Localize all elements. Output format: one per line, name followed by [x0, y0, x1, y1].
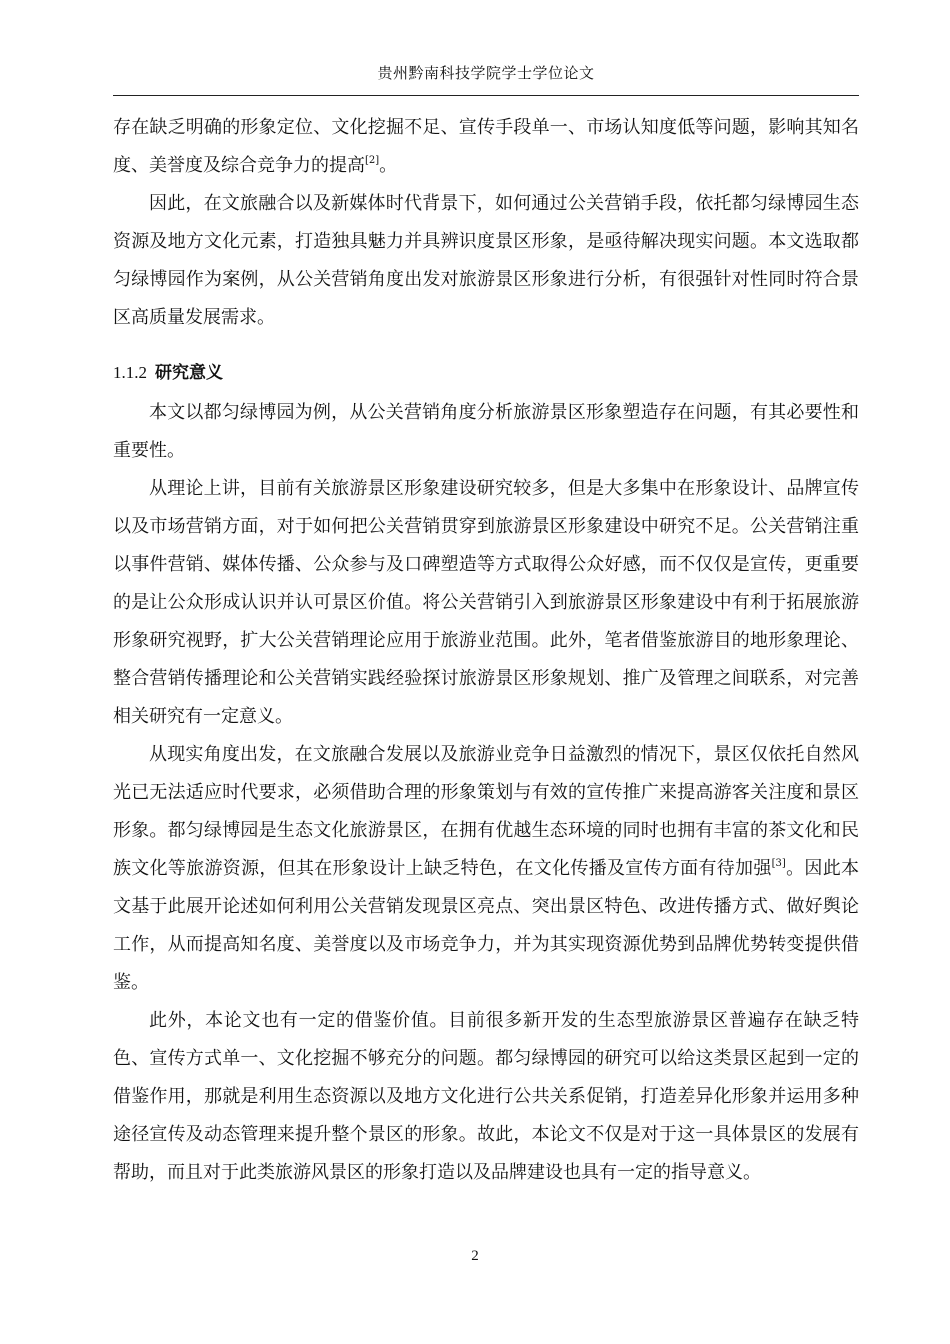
paragraph-tail: 。因此本文基于此展开论述如何利用公关营销发现景区亮点、突出景区特色、改进传播方式、做好舆论工作，从而提高知名度、美誉度以及市场竞争力，并为其实现资源优势到品牌优势转变提供借鉴。 — [113, 858, 860, 993]
paragraph-continued — [113, 109, 859, 185]
section-title: 研究意义 — [155, 363, 223, 383]
paragraph — [113, 394, 859, 470]
paragraph-text: 从理论上讲，目前有关旅游景区形象建设研究较多，但是大多集中在形象设计、品牌宣传以及市场营销方面，对于如何把公关营销贯穿到旅游景区形象建设中研究不足。公关营销注重以事件营销、媒体传播、公众参与及口碑塑造等方式取得公众好感，而不仅仅是宣传，更重要的是让公众形成认识并认可景区价值。将公关营销引入到旅游景区形象建设中有利于拓展旅游形象研究视野，扩大公关营销理论应用于旅游业范围。此外，笔者借鉴旅游目的地形象理论、整合营销传播理论和公关营销实践经验探讨旅游景区形象规划、推广及管理之间联系，对完善相关研究有一定意义。 — [113, 478, 859, 727]
paragraph — [113, 185, 859, 337]
paragraph — [113, 736, 859, 1002]
paragraph-text: 存在缺乏明确的形象定位、文化挖掘不足、宣传手段单一、市场认知度低等问题，影响其知名度、美誉度及综合竞争力的提高 — [113, 117, 859, 176]
paragraph-text: 因此，在文旅融合以及新媒体时代背景下，如何通过公关营销手段，依托都匀绿博园生态资源及地方文化元素，打造独具魅力并具辨识度景区形象，是亟待解决现实问题。本文选取都匀绿博园作为案例，从公关营销角度出发对旅游景区形象进行分析，有很强针对性同时符合景区高质量发展需求。 — [113, 193, 859, 328]
main-body — [113, 109, 859, 1192]
section-heading — [113, 354, 859, 392]
citation: [3] — [771, 858, 786, 869]
section-number: 1.1.2 — [113, 363, 147, 382]
paragraph — [113, 1002, 859, 1192]
citation: [2] — [365, 155, 380, 166]
paragraph — [113, 470, 859, 736]
paragraph-text: 从现实角度出发，在文旅融合发展以及旅游业竞争日益激烈的情况下，景区仅依托自然风光已无法适应时代要求，必须借助合理的形象策划与有效的宣传推广来提高游客关注度和景区形象。都匀绿博园是生态文化旅游景区，在拥有优越生态环境的同时也拥有丰富的茶文化和民族文化等旅游资源，但其在形象设计上缺乏特色，在文化传播及宣传方面有待加强 — [113, 744, 859, 879]
page-number — [0, 1248, 950, 1265]
paragraph-text: 此外，本论文也有一定的借鉴价值。目前很多新开发的生态型旅游景区普遍存在缺乏特色、宣传方式单一、文化挖掘不够充分的问题。都匀绿博园的研究可以给这类景区起到一定的借鉴作用，那就是利用生态资源以及地方文化进行公共关系促销，打造差异化形象并运用多种途径宣传及动态管理来提升整个景区的形象。故此，本论文不仅是对于这一具体景区的发展有帮助，而且对于此类旅游风景区的形象打造以及品牌建设也具有一定的指导意义。 — [113, 1010, 859, 1183]
paragraph-tail: 。 — [379, 155, 398, 176]
header-rule — [113, 95, 859, 96]
page-number-value: 2 — [471, 1248, 479, 1264]
paragraph-text: 本文以都匀绿博园为例，从公关营销角度分析旅游景区形象塑造存在问题，有其必要性和重要性。 — [113, 402, 859, 461]
running-header — [113, 63, 859, 83]
running-header-title: 贵州黔南科技学院学士学位论文 — [377, 64, 595, 82]
